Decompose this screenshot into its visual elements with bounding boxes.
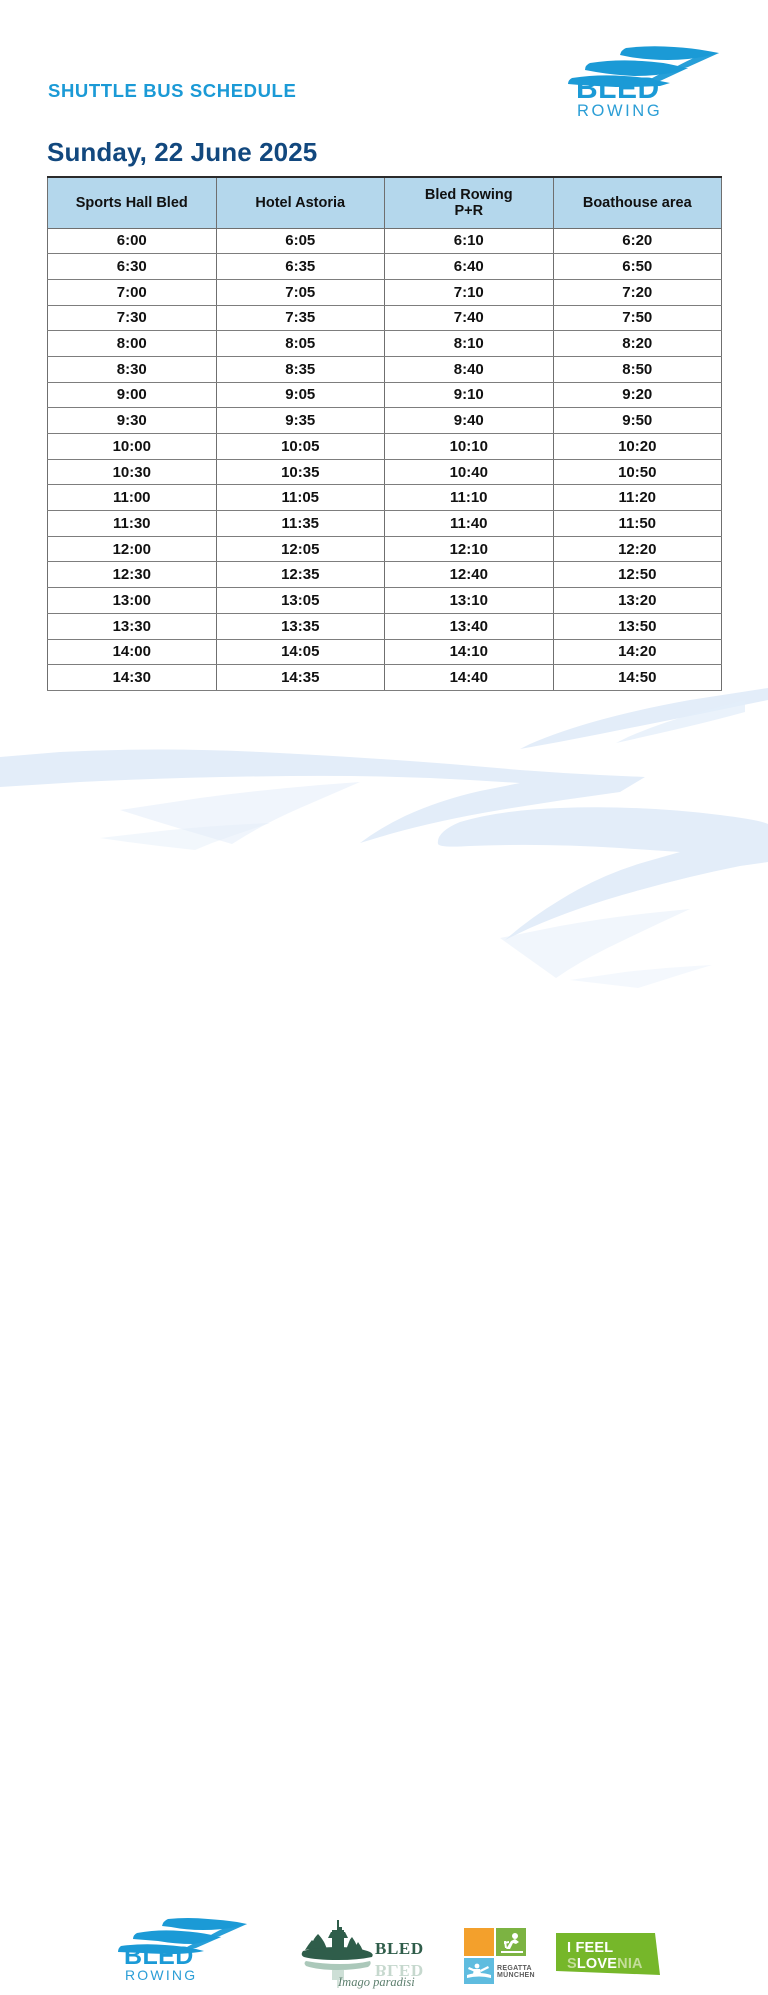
- departure-time-cell-col2: 12:05: [216, 536, 385, 562]
- column-header-line1: Boathouse area: [582, 194, 692, 211]
- column-header-line1: Hotel Astoria: [255, 194, 346, 211]
- svg-text:REGATTA: REGATTA: [497, 1965, 532, 1972]
- departure-time-cell-col3: 6:10: [385, 228, 554, 254]
- departure-time-cell-col3: 9:40: [385, 408, 554, 434]
- departure-time-cell-col4: 10:20: [553, 434, 722, 460]
- departure-time-cell-col1: 12:00: [48, 536, 217, 562]
- column-header-line1: Sports Hall Bled: [75, 194, 188, 211]
- departure-time-cell-col3: 14:10: [385, 639, 554, 665]
- table-row: [48, 639, 722, 665]
- departure-time-cell-col4: 11:50: [553, 511, 722, 537]
- departure-time-cell-col4: 7:20: [553, 279, 722, 305]
- logo-rowing-text: ROWING: [577, 102, 663, 120]
- table-row: [48, 485, 722, 511]
- table-row: [48, 613, 722, 639]
- departure-time-cell-col1: 7:30: [48, 305, 217, 331]
- departure-time-cell-col1: 8:30: [48, 356, 217, 382]
- departure-time-cell-col4: 8:50: [553, 356, 722, 382]
- table-row: [48, 588, 722, 614]
- departure-time-cell-col4: 7:50: [553, 305, 722, 331]
- departure-time-cell-col1: 8:00: [48, 331, 217, 357]
- departure-time-cell-col2: 6:05: [216, 228, 385, 254]
- departure-time-cell-col3: 7:40: [385, 305, 554, 331]
- departure-time-cell-col2: 13:35: [216, 613, 385, 639]
- departure-time-cell-col3: 11:40: [385, 511, 554, 537]
- departure-time-cell-col1: 9:00: [48, 382, 217, 408]
- bled-island-church-icon: [298, 1918, 424, 1990]
- departure-time-cell-col4: 12:20: [553, 536, 722, 562]
- departure-time-cell-col3: 7:10: [385, 279, 554, 305]
- departure-time-cell-col2: 9:35: [216, 408, 385, 434]
- departure-time-cell-col3: 10:40: [385, 459, 554, 485]
- departure-time-cell-col2: 12:35: [216, 562, 385, 588]
- departure-time-cell-col1: 12:30: [48, 562, 217, 588]
- svg-text:SLOVENIA: SLOVENIA: [567, 1956, 643, 1972]
- table-row: [48, 228, 722, 254]
- departure-time-cell-col1: 10:30: [48, 459, 217, 485]
- footer-bled-rowing-logo: [118, 1917, 248, 1989]
- departure-time-cell-col1: 9:30: [48, 408, 217, 434]
- departure-time-cell-col2: 7:05: [216, 279, 385, 305]
- column-header-bled-rowing-pr: [385, 177, 554, 228]
- table-row: [48, 279, 722, 305]
- footer-bled-imago-paradisi-logo: [298, 1918, 424, 1990]
- table-row: [48, 536, 722, 562]
- departure-time-cell-col2: 11:35: [216, 511, 385, 537]
- departure-time-cell-col1: 6:00: [48, 228, 217, 254]
- svg-text:BLED: BLED: [375, 1961, 424, 1980]
- departure-time-cell-col4: 13:20: [553, 588, 722, 614]
- departure-time-cell-col4: 9:20: [553, 382, 722, 408]
- departure-time-cell-col1: 14:30: [48, 665, 217, 691]
- departure-time-cell-col1: 14:00: [48, 639, 217, 665]
- departure-time-cell-col4: 9:50: [553, 408, 722, 434]
- departure-time-cell-col2: 9:05: [216, 382, 385, 408]
- i-feel-slovenia-icon: [554, 1931, 662, 1981]
- orange-tile: [464, 1928, 494, 1956]
- departure-time-cell-col4: 13:50: [553, 613, 722, 639]
- departure-time-cell-col3: 12:40: [385, 562, 554, 588]
- departure-time-cell-col2: 13:05: [216, 588, 385, 614]
- departure-time-cell-col1: 7:00: [48, 279, 217, 305]
- departure-time-cell-col4: 6:50: [553, 254, 722, 280]
- svg-text:I FEEL: I FEEL: [567, 1940, 614, 1956]
- page-title: Sunday, 22 June 2025: [47, 137, 318, 167]
- departure-time-cell-col3: 9:10: [385, 382, 554, 408]
- departure-time-cell-col3: 11:10: [385, 485, 554, 511]
- table-header-row: [48, 177, 722, 228]
- table-body: [48, 228, 722, 690]
- table-row: [48, 459, 722, 485]
- departure-time-cell-col4: 12:50: [553, 562, 722, 588]
- departure-time-cell-col3: 8:10: [385, 331, 554, 357]
- departure-time-cell-col4: 10:50: [553, 459, 722, 485]
- svg-text:BLED: BLED: [375, 1939, 424, 1958]
- departure-time-cell-col4: 6:20: [553, 228, 722, 254]
- page-header: [0, 0, 768, 130]
- departure-time-cell-col3: 8:40: [385, 356, 554, 382]
- departure-time-cell-col1: 6:30: [48, 254, 217, 280]
- regatta-munchen-icon: [463, 1927, 533, 1985]
- table-row: [48, 665, 722, 691]
- table-row: [48, 434, 722, 460]
- schedule-table-container: [47, 176, 722, 691]
- column-header-hotel-astoria: [216, 177, 385, 228]
- footer-logo-strip: [0, 955, 768, 1989]
- column-header-sports-hall-bled: [48, 177, 217, 228]
- departure-time-cell-col3: 10:10: [385, 434, 554, 460]
- departure-time-cell-col4: 14:20: [553, 639, 722, 665]
- table-row: [48, 254, 722, 280]
- footer-i-feel-slovenia-logo: [554, 1931, 662, 1981]
- footer-logo-rowing-text: ROWING: [125, 1967, 198, 1983]
- departure-time-cell-col2: 14:35: [216, 665, 385, 691]
- departure-time-cell-col3: 12:10: [385, 536, 554, 562]
- shuttle-schedule-table: [47, 176, 722, 691]
- departure-time-cell-col3: 6:40: [385, 254, 554, 280]
- departure-time-cell-col2: 7:35: [216, 305, 385, 331]
- table-row: [48, 356, 722, 382]
- table-row: [48, 511, 722, 537]
- departure-time-cell-col2: 8:35: [216, 356, 385, 382]
- departure-time-cell-col1: 13:00: [48, 588, 217, 614]
- column-header-line1: Bled Rowing: [424, 186, 513, 203]
- departure-time-cell-col2: 10:05: [216, 434, 385, 460]
- departure-time-cell-col1: 10:00: [48, 434, 217, 460]
- departure-time-cell-col3: 13:10: [385, 588, 554, 614]
- departure-time-cell-col3: 14:40: [385, 665, 554, 691]
- departure-time-cell-col1: 11:30: [48, 511, 217, 537]
- departure-time-cell-col2: 10:35: [216, 459, 385, 485]
- svg-text:Imago paradisi: Imago paradisi: [338, 1975, 415, 1989]
- bled-rowing-logo: [568, 45, 720, 123]
- logo-bled-text: BLED: [576, 72, 660, 105]
- departure-time-cell-col4: 14:50: [553, 665, 722, 691]
- departure-time-cell-col1: 13:30: [48, 613, 217, 639]
- svg-text:MÜNCHEN: MÜNCHEN: [497, 1972, 535, 1979]
- kicker-heading: SHUTTLE BUS SCHEDULE: [48, 80, 297, 101]
- column-header-boathouse-area: [553, 177, 722, 228]
- departure-time-cell-col2: 11:05: [216, 485, 385, 511]
- table-row: [48, 408, 722, 434]
- departure-time-cell-col2: 14:05: [216, 639, 385, 665]
- departure-time-cell-col4: 11:20: [553, 485, 722, 511]
- column-header-line2: P+R: [454, 202, 484, 219]
- departure-time-cell-col3: 13:40: [385, 613, 554, 639]
- departure-time-cell-col1: 11:00: [48, 485, 217, 511]
- footer-regatta-munchen-logo: [463, 1927, 533, 1985]
- table-row: [48, 331, 722, 357]
- table-header: [48, 177, 722, 228]
- table-row: [48, 382, 722, 408]
- departure-time-cell-col4: 8:20: [553, 331, 722, 357]
- departure-time-cell-col2: 8:05: [216, 331, 385, 357]
- table-row: [48, 562, 722, 588]
- departure-time-cell-col2: 6:35: [216, 254, 385, 280]
- footer-logo-bled-text: BLED: [124, 1942, 194, 1970]
- table-row: [48, 305, 722, 331]
